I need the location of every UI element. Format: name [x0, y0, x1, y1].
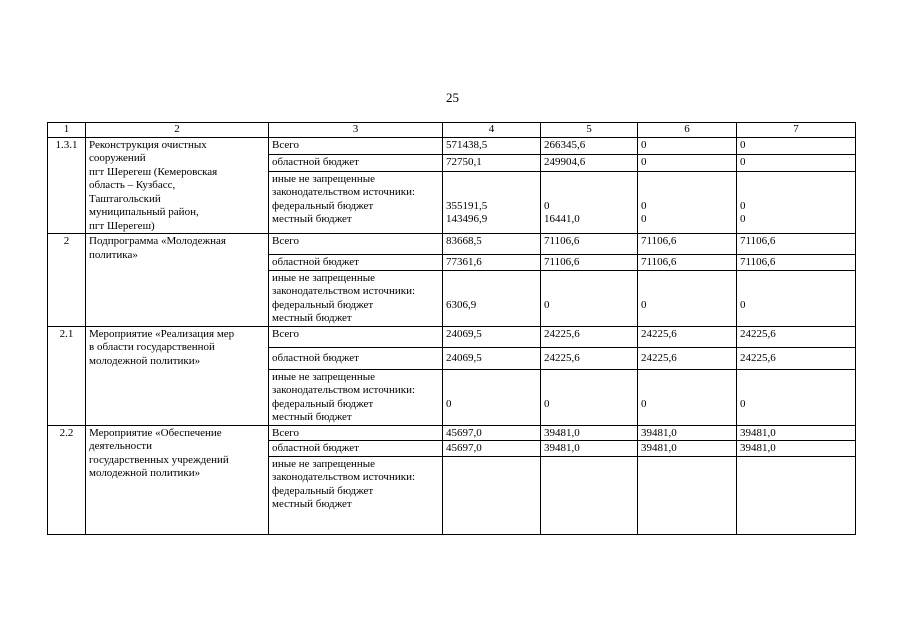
value-cell: 24225,6	[638, 326, 737, 347]
source-label: областной бюджет	[269, 255, 443, 271]
value-cell: 0 0	[737, 171, 856, 233]
value-cell: 71106,6	[737, 234, 856, 255]
value-cell: 0	[638, 270, 737, 326]
value-cell: 0	[737, 369, 856, 425]
column-header: 7	[737, 123, 856, 138]
value-cell: 71106,6	[638, 255, 737, 271]
table-row	[48, 234, 856, 255]
page-number: 25	[446, 90, 459, 105]
value-cell: 39481,0	[737, 441, 856, 457]
item-name: Подпрограмма «Молодежная политика»	[86, 234, 269, 327]
budget-table	[47, 122, 856, 535]
source-label: Всего	[269, 425, 443, 441]
value-cell: 24225,6	[737, 326, 856, 347]
table-row	[48, 326, 856, 347]
value-cell: 71106,6	[541, 234, 638, 255]
value-cell: 71106,6	[541, 255, 638, 271]
value-cell: 6306,9	[443, 270, 541, 326]
value-cell: 71106,6	[638, 234, 737, 255]
item-number: 2.1	[48, 326, 86, 425]
column-header: 3	[269, 123, 443, 138]
value-cell: 0	[737, 137, 856, 154]
value-cell: 39481,0	[737, 425, 856, 441]
column-header: 1	[48, 123, 86, 138]
value-cell: 71106,6	[737, 255, 856, 271]
value-cell: 0	[541, 270, 638, 326]
value-cell: 39481,0	[638, 425, 737, 441]
value-cell	[737, 456, 856, 534]
source-label: иные не запрещенные законодательством источники: федеральный бюджет местный бюджет	[269, 369, 443, 425]
value-cell: 39481,0	[638, 441, 737, 457]
source-label: иные не запрещенные законодательством источники: федеральный бюджет местный бюджет	[269, 270, 443, 326]
value-cell: 355191,5 143496,9	[443, 171, 541, 233]
value-cell: 266345,6	[541, 137, 638, 154]
source-label: иные не запрещенные законодательством источники: федеральный бюджет местный бюджет	[269, 456, 443, 534]
table-header-row	[48, 123, 856, 138]
value-cell: 24225,6	[541, 326, 638, 347]
value-cell: 0	[638, 369, 737, 425]
value-cell: 0 0	[638, 171, 737, 233]
value-cell: 0	[737, 270, 856, 326]
column-header: 6	[638, 123, 737, 138]
value-cell: 24225,6	[737, 347, 856, 369]
source-label: Всего	[269, 137, 443, 154]
value-cell	[638, 456, 737, 534]
value-cell: 0	[638, 154, 737, 171]
table-row	[48, 137, 856, 154]
value-cell: 249904,6	[541, 154, 638, 171]
source-label: областной бюджет	[269, 347, 443, 369]
value-cell: 0	[737, 154, 856, 171]
value-cell: 39481,0	[541, 425, 638, 441]
item-number: 1.3.1	[48, 137, 86, 234]
value-cell: 24225,6	[638, 347, 737, 369]
value-cell: 571438,5	[443, 137, 541, 154]
item-number: 2.2	[48, 425, 86, 534]
table-row	[48, 425, 856, 441]
item-number: 2	[48, 234, 86, 327]
value-cell: 72750,1	[443, 154, 541, 171]
value-cell: 0	[638, 137, 737, 154]
value-cell: 39481,0	[541, 441, 638, 457]
value-cell: 83668,5	[443, 234, 541, 255]
value-cell: 45697,0	[443, 425, 541, 441]
value-cell: 0	[443, 369, 541, 425]
item-name: Реконструкция очистных сооружений пгт Шерегеш (Кемеровская область – Кузбасс, Таштагольский муниципальный район, пгт Шерегеш)	[86, 137, 269, 234]
value-cell	[443, 456, 541, 534]
value-cell: 0	[541, 369, 638, 425]
source-label: Всего	[269, 326, 443, 347]
item-name: Мероприятие «Обеспечение деятельности государственных учреждений молодежной политики»	[86, 425, 269, 534]
column-header: 4	[443, 123, 541, 138]
source-label: иные не запрещенные законодательством источники: федеральный бюджет местный бюджет	[269, 171, 443, 233]
column-header: 2	[86, 123, 269, 138]
value-cell: 24069,5	[443, 326, 541, 347]
source-label: Всего	[269, 234, 443, 255]
source-label: областной бюджет	[269, 154, 443, 171]
column-header: 5	[541, 123, 638, 138]
value-cell	[541, 456, 638, 534]
value-cell: 0 16441,0	[541, 171, 638, 233]
source-label: областной бюджет	[269, 441, 443, 457]
item-name: Мероприятие «Реализация мер в области государственной молодежной политики»	[86, 326, 269, 425]
value-cell: 24225,6	[541, 347, 638, 369]
value-cell: 77361,6	[443, 255, 541, 271]
value-cell: 45697,0	[443, 441, 541, 457]
value-cell: 24069,5	[443, 347, 541, 369]
